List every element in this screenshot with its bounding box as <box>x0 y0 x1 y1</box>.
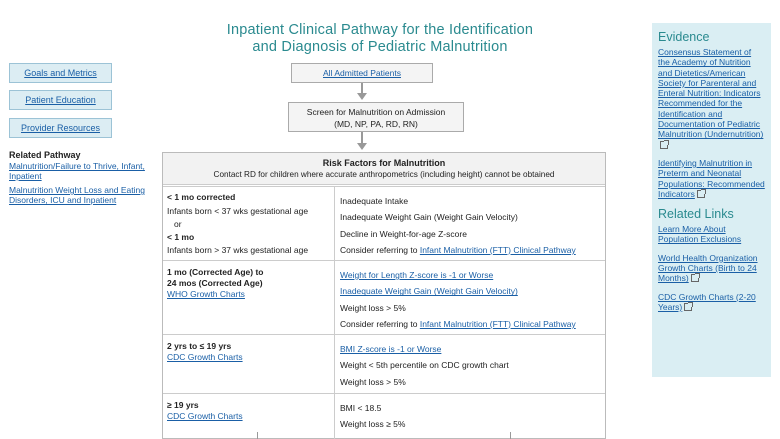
patient-education-button[interactable]: Patient Education <box>9 90 112 110</box>
flow-connector <box>257 432 258 439</box>
weight-for-length-link[interactable]: Weight for Length Z-score is -1 or Worse <box>340 270 494 280</box>
external-link-icon <box>697 190 705 198</box>
risk-row-19plus: ≥ 19 yrs CDC Growth Charts BMI < 18.5 Weight loss ≥ 5% <box>163 393 605 439</box>
risk-row-1mo-24mo: 1 mo (Corrected Age) to 24 mos (Corrected Age) WHO Growth Charts Weight for Length Z-score is -1 or Worse Inadequate Weight Gain (Weight Gain Velocity) Weight loss > 5% Consider referring to Infant Malnutrition (FTT) Clinical Pathway <box>163 260 605 334</box>
related-link-who-charts[interactable]: World Health Organization Growth Charts (Birth to 24 Months) <box>658 252 758 284</box>
all-admitted-patients-link[interactable]: All Admitted Patients <box>323 68 401 78</box>
flow-connector <box>510 432 511 439</box>
all-admitted-patients-box <box>291 63 433 83</box>
flow-arrow-icon <box>357 143 367 150</box>
page-title: Inpatient Clinical Pathway for the Identification and Diagnosis of Pediatric Malnutrition <box>226 22 534 55</box>
risk-factors-table <box>162 152 606 439</box>
evidence-link-consensus[interactable]: Consensus Statement of the Academy of Nutrition and Dietetics/American Society for Parenteral and Enteral Nutrition: Indicators Recommended for the Identification and Documentation of Pediatric Malnutrition (Undernutrition) <box>658 47 765 150</box>
cdc-growth-charts-link[interactable]: CDC Growth Charts <box>167 352 243 362</box>
related-links-heading: Related Links <box>658 207 734 222</box>
external-link-icon <box>660 141 668 149</box>
related-pathway-links <box>9 161 149 209</box>
related-link-ftt-infant[interactable]: Malnutrition/Failure to Thrive, Infant, Inpatient <box>9 161 145 181</box>
inadequate-weight-gain-link[interactable]: Inadequate Weight Gain (Weight Gain Velocity) <box>340 286 518 297</box>
bmi-zscore-link[interactable]: BMI Z-score is -1 or Worse <box>340 344 442 354</box>
external-link-icon <box>684 303 692 311</box>
external-link-icon <box>691 274 699 282</box>
related-link-cdc-charts[interactable]: CDC Growth Charts (2-20 Years) <box>658 291 756 312</box>
infant-ftt-pathway-link-2[interactable]: Infant Malnutrition (FTT) Clinical Pathway <box>419 318 576 329</box>
related-pathway-heading: Related Pathway <box>9 150 81 160</box>
screen-malnutrition-box: Screen for Malnutrition on Admission (MD, NP, PA, RD, RN) <box>288 102 464 132</box>
goals-and-metrics-button[interactable]: Goals and Metrics <box>9 63 112 83</box>
flow-arrow-icon <box>357 93 367 100</box>
who-growth-charts-link[interactable]: WHO Growth Charts <box>167 289 245 299</box>
evidence-heading: Evidence <box>658 30 710 44</box>
related-link-weight-loss[interactable]: Malnutrition Weight Loss and Eating Disorders, ICU and Inpatient <box>9 185 145 205</box>
related-link-exclusions[interactable]: Learn More About Population Exclusions <box>658 224 742 245</box>
infant-ftt-pathway-link[interactable]: Infant Malnutrition (FTT) Clinical Pathway <box>419 244 576 255</box>
risk-factors-header: Risk Factors for Malnutrition Contact RD for children where accurate anthropometrics (including height) cannot be obtained <box>163 153 605 185</box>
evidence-panel <box>652 23 771 377</box>
provider-resources-button[interactable]: Provider Resources <box>9 118 112 138</box>
cdc-growth-charts-link-2[interactable]: CDC Growth Charts <box>167 411 243 421</box>
risk-row-infant: < 1 mo corrected Infants born < 37 wks gestational age or < 1 mo Infants born > 37 wks gestational age Inadequate Intake Inadequate Weight Gain (Weight Gain Velocity) Decline in Weight-for-age Z-score Consider referring to Infant Malnutrition (FTT) Clinical Pathway <box>163 186 605 260</box>
evidence-link-preterm[interactable]: Identifying Malnutrition in Preterm and Neonatal Populations: Recommended Indicators <box>658 157 765 199</box>
risk-row-2-19yrs: 2 yrs to ≤ 19 yrs CDC Growth Charts BMI Z-score is -1 or Worse Weight < 5th percentile on CDC growth chart Weight loss > 5% <box>163 334 605 393</box>
